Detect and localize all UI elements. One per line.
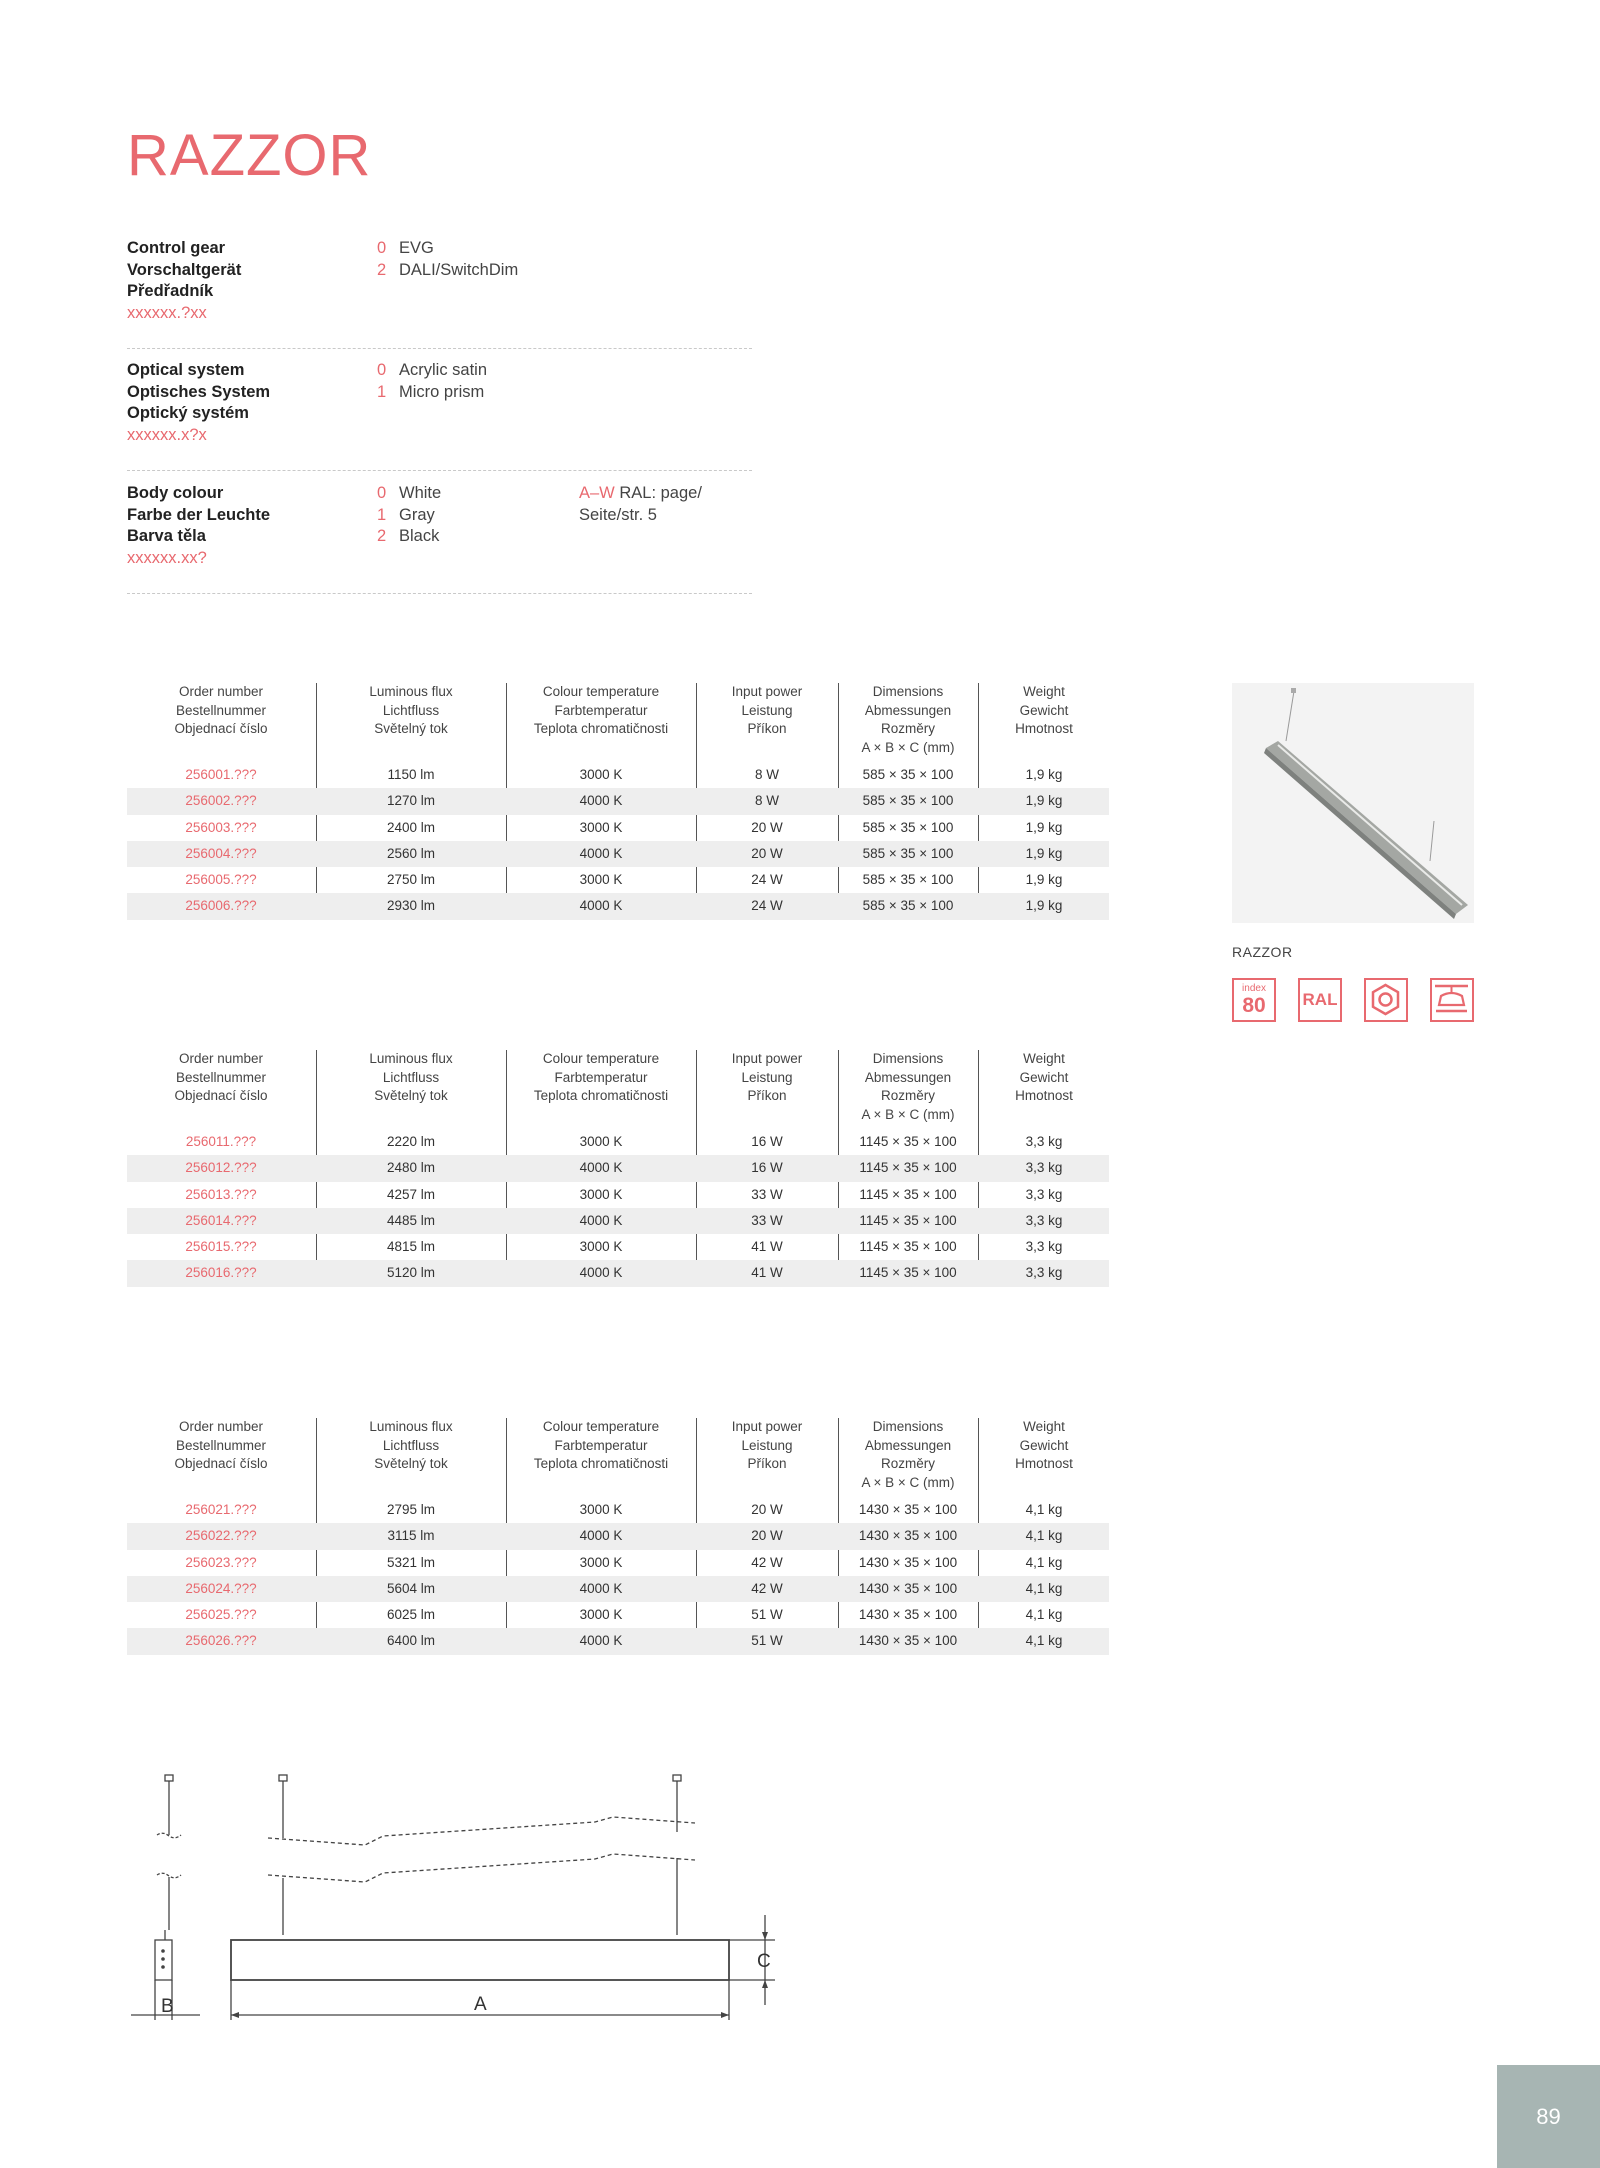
product-table — [127, 1050, 1109, 1287]
colour-temperature-cell: 4000 K — [579, 1265, 623, 1281]
header-luminous-flux — [317, 683, 505, 739]
weight-cell: 3,3 kg — [1025, 1239, 1063, 1255]
luminous-flux-cell: 5604 lm — [386, 1580, 436, 1596]
table-header — [127, 683, 1109, 762]
order-number-cell: 256003.??? — [185, 819, 257, 835]
option-label: Optický systém — [127, 404, 249, 422]
dimensions-cell: 1145 × 35 × 100 — [859, 1160, 957, 1176]
option-item — [377, 260, 518, 282]
header-line: Bestellnummer — [175, 1069, 267, 1085]
dimensions-cell: 1145 × 35 × 100 — [859, 1186, 957, 1202]
luminous-flux-cell: 5120 lm — [386, 1265, 436, 1281]
luminous-flux-cell: 4815 lm — [386, 1239, 436, 1255]
luminous-flux-cell: 4257 lm — [386, 1186, 436, 1202]
header-line: Farbtemperatur — [554, 1437, 648, 1453]
order-number-cell: 256004.??? — [185, 845, 257, 861]
option-label: Control gear — [127, 239, 226, 257]
colour-temperature-cell: 3000 K — [579, 1607, 623, 1623]
luminous-flux-cell: 4485 lm — [386, 1212, 436, 1228]
option-value: DALI/SwitchDim — [399, 260, 519, 279]
header-line: Teplota chromatičnosti — [533, 1088, 669, 1103]
table-row — [127, 1208, 1109, 1234]
header-line: Colour temperature — [542, 1419, 660, 1434]
table-row — [127, 1628, 1109, 1654]
header-dimensions — [839, 1418, 977, 1492]
option-labels — [127, 483, 270, 569]
product-table — [127, 683, 1109, 920]
input-power-cell: 20 W — [751, 845, 783, 861]
input-power-cell: 24 W — [751, 872, 783, 888]
weight-cell: 3,3 kg — [1025, 1212, 1063, 1228]
header-line: Weight — [1023, 684, 1065, 699]
header-input-power — [697, 1418, 837, 1474]
option-label: Optisches System — [127, 382, 271, 401]
colour-temperature-cell: 3000 K — [579, 1239, 623, 1255]
ral-badge: RAL — [1298, 978, 1342, 1022]
order-number-cell: 256023.??? — [185, 1554, 257, 1570]
header-order-number — [127, 1050, 315, 1106]
option-number: 2 — [377, 527, 387, 545]
header-line: Rozměry — [880, 721, 935, 736]
table-row — [127, 867, 1109, 893]
option-number: 0 — [377, 239, 387, 257]
header-line: Světelný tok — [374, 721, 448, 736]
order-number-cell: 256022.??? — [185, 1528, 257, 1544]
colour-temperature-cell: 4000 K — [579, 845, 623, 861]
weight-cell: 1,9 kg — [1025, 872, 1063, 888]
header-line: Abmessungen — [864, 702, 952, 718]
dimensions-cell: 1430 × 35 × 100 — [858, 1580, 958, 1596]
header-line: Příkon — [747, 1456, 787, 1471]
input-power-cell: 33 W — [751, 1186, 783, 1202]
option-number: 0 — [377, 361, 387, 379]
option-note-range: A–W — [579, 484, 615, 502]
colour-temperature-cell: 3000 K — [579, 819, 623, 835]
luminous-flux-cell: 2220 lm — [386, 1134, 436, 1149]
weight-cell: 1,9 kg — [1025, 793, 1063, 809]
option-block — [127, 238, 752, 349]
table-row — [127, 1155, 1109, 1181]
order-number-cell: 256005.??? — [185, 872, 257, 888]
luminous-flux-cell: 2750 lm — [386, 872, 436, 888]
luminous-flux-cell: 2560 lm — [386, 845, 436, 861]
option-label: Optical system — [127, 361, 245, 379]
dimensions-cell: 585 × 35 × 100 — [862, 898, 954, 914]
header-input-power — [697, 1050, 837, 1106]
table-row — [127, 1550, 1109, 1576]
header-line: Gewicht — [1019, 1069, 1069, 1085]
header-line: Order number — [178, 1419, 264, 1434]
header-line: Luminous flux — [369, 1419, 453, 1434]
luminous-flux-cell: 1270 lm — [386, 793, 436, 809]
header-line: Lichtfluss — [382, 1437, 440, 1453]
hexagon-nut-icon — [1364, 978, 1408, 1022]
order-number-cell: 256016.??? — [185, 1265, 257, 1281]
header-line: Světelný tok — [374, 1456, 448, 1471]
option-number: 1 — [377, 382, 387, 401]
colour-temperature-cell: 3000 K — [579, 872, 623, 888]
colour-temperature-cell: 4000 K — [579, 1580, 623, 1596]
table-row — [127, 1602, 1109, 1628]
option-value: EVG — [399, 239, 434, 257]
dimension-b-label: B — [161, 1996, 174, 2017]
header-line: Teplota chromatičnosti — [533, 721, 669, 736]
option-list — [377, 360, 487, 403]
input-power-cell: 41 W — [751, 1265, 783, 1281]
weight-cell: 4,1 kg — [1025, 1502, 1063, 1517]
header-line: Leistung — [741, 702, 793, 718]
header-colour-temperature — [507, 1050, 695, 1106]
table-header — [127, 1050, 1109, 1129]
input-power-cell: 42 W — [751, 1580, 783, 1596]
header-line: Leistung — [741, 1069, 793, 1085]
table-row — [127, 841, 1109, 867]
header-line: Farbtemperatur — [554, 702, 648, 718]
page-title: RAZZOR — [127, 123, 372, 188]
colour-temperature-cell: 4000 K — [579, 1212, 623, 1228]
header-line: Teplota chromatičnosti — [533, 1456, 669, 1471]
order-number-cell: 256011.??? — [185, 1134, 257, 1149]
header-line: Příkon — [747, 1088, 787, 1103]
suspended-mount-icon — [1430, 978, 1474, 1022]
header-line: Leistung — [741, 1437, 793, 1453]
input-power-cell: 16 W — [751, 1134, 783, 1149]
index-badge-label: index — [1242, 983, 1266, 994]
dimension-c-label: C — [757, 1951, 771, 1972]
option-number: 1 — [377, 505, 387, 524]
colour-temperature-cell: 4000 K — [579, 793, 623, 809]
option-label: Farbe der Leuchte — [127, 505, 271, 524]
option-labels — [127, 360, 270, 446]
colour-temperature-cell: 4000 K — [579, 1528, 623, 1544]
table-row — [127, 762, 1109, 788]
option-code: xxxxxx.?xx — [127, 303, 207, 322]
option-value: White — [399, 484, 442, 502]
header-line: Gewicht — [1019, 1437, 1069, 1453]
header-line: Gewicht — [1019, 702, 1069, 718]
colour-temperature-cell: 3000 K — [579, 1186, 623, 1202]
weight-cell: 4,1 kg — [1025, 1554, 1063, 1570]
header-line: Order number — [178, 684, 264, 699]
dimensions-cell: 1430 × 35 × 100 — [858, 1528, 958, 1544]
header-line: Dimensions — [872, 1051, 944, 1066]
header-line: Světelný tok — [374, 1088, 448, 1103]
input-power-cell: 51 W — [751, 1633, 783, 1649]
dimensions-cell: 1145 × 35 × 100 — [859, 1134, 957, 1149]
header-line: Farbtemperatur — [554, 1069, 648, 1085]
header-line: Lichtfluss — [382, 702, 440, 718]
header-line: A × B × C (mm) — [861, 1106, 955, 1122]
index-badge-value: 80 — [1242, 994, 1266, 1017]
header-line: Objednací číslo — [174, 1456, 268, 1471]
header-weight — [979, 1050, 1109, 1106]
option-item — [377, 483, 441, 505]
option-note-line — [579, 483, 702, 505]
input-power-cell: 42 W — [751, 1554, 783, 1570]
input-power-cell: 51 W — [751, 1607, 783, 1623]
input-power-cell: 20 W — [751, 819, 783, 835]
option-block — [127, 360, 752, 471]
header-line: Abmessungen — [864, 1437, 952, 1453]
header-line: Weight — [1023, 1419, 1065, 1434]
luminous-flux-cell: 2400 lm — [386, 819, 436, 835]
colour-temperature-cell: 4000 K — [579, 898, 623, 914]
dimensions-cell: 1430 × 35 × 100 — [858, 1554, 958, 1570]
weight-cell: 3,3 kg — [1025, 1265, 1063, 1281]
option-item — [377, 505, 441, 527]
header-line: Bestellnummer — [175, 1437, 267, 1453]
weight-cell: 3,3 kg — [1025, 1160, 1063, 1176]
header-colour-temperature — [507, 1418, 695, 1474]
input-power-cell: 16 W — [751, 1160, 783, 1176]
order-number-cell: 256001.??? — [185, 767, 257, 782]
option-value: Gray — [399, 505, 435, 524]
page-number: 89 — [1536, 2104, 1561, 2129]
dimensions-cell: 585 × 35 × 100 — [862, 872, 954, 888]
input-power-cell: 33 W — [751, 1212, 783, 1228]
table-header — [127, 1418, 1109, 1497]
technical-drawing — [125, 1765, 805, 2035]
table-row — [127, 1260, 1109, 1286]
weight-cell: 1,9 kg — [1025, 845, 1063, 861]
header-line: Input power — [731, 1051, 803, 1066]
dimensions-cell: 1430 × 35 × 100 — [858, 1607, 958, 1623]
dimension-a-label: A — [474, 1994, 487, 2015]
input-power-cell: 24 W — [751, 898, 783, 914]
input-power-cell: 41 W — [751, 1239, 783, 1255]
table-row — [127, 1129, 1109, 1155]
header-line: Hmotnost — [1015, 721, 1073, 736]
input-power-cell: 8 W — [754, 793, 779, 809]
header-line: Bestellnummer — [175, 702, 267, 718]
header-line: Dimensions — [872, 684, 944, 699]
input-power-cell: 8 W — [754, 767, 779, 782]
option-label: Body colour — [127, 484, 224, 502]
colour-temperature-cell: 3000 K — [579, 1554, 623, 1570]
header-luminous-flux — [317, 1050, 505, 1106]
luminous-flux-cell: 6025 lm — [386, 1607, 436, 1623]
weight-cell: 4,1 kg — [1025, 1528, 1063, 1544]
luminous-flux-cell: 3115 lm — [387, 1528, 435, 1544]
header-line: A × B × C (mm) — [861, 1474, 955, 1490]
header-line: Abmessungen — [864, 1069, 952, 1085]
order-number-cell: 256015.??? — [185, 1239, 257, 1255]
luminous-flux-cell: 1150 lm — [387, 767, 435, 782]
header-line: Rozměry — [880, 1088, 935, 1103]
input-power-cell: 20 W — [751, 1528, 783, 1544]
order-number-cell: 256025.??? — [185, 1607, 257, 1623]
order-number-cell: 256013.??? — [185, 1186, 257, 1202]
header-weight — [979, 1418, 1109, 1474]
header-dimensions — [839, 1050, 977, 1124]
weight-cell: 1,9 kg — [1025, 898, 1063, 914]
dimensions-cell: 585 × 35 × 100 — [862, 845, 954, 861]
product-caption: RAZZOR — [1232, 944, 1293, 960]
order-number-cell: 256024.??? — [185, 1580, 257, 1596]
weight-cell: 1,9 kg — [1025, 767, 1063, 782]
luminous-flux-cell: 5321 lm — [386, 1554, 436, 1570]
table-row — [127, 815, 1109, 841]
option-code: xxxxxx.xx? — [127, 548, 207, 567]
header-line: Colour temperature — [542, 1051, 660, 1066]
option-code: xxxxxx.x?x — [127, 425, 207, 444]
option-value: Acrylic satin — [399, 361, 488, 379]
product-photo — [1232, 683, 1474, 923]
header-order-number — [127, 1418, 315, 1474]
header-line: Objednací číslo — [174, 1088, 268, 1103]
table-row — [127, 1497, 1109, 1523]
header-line: Lichtfluss — [382, 1069, 440, 1085]
order-number-cell: 256021.??? — [185, 1502, 257, 1517]
option-number: 0 — [377, 484, 387, 502]
weight-cell: 4,1 kg — [1025, 1607, 1063, 1623]
option-item — [377, 382, 487, 404]
header-dimensions — [839, 683, 977, 757]
header-line: Příkon — [747, 721, 787, 736]
option-item — [377, 526, 441, 548]
header-line: Weight — [1023, 1051, 1065, 1066]
option-label: Vorschaltgerät — [127, 260, 242, 279]
option-value: Micro prism — [399, 382, 485, 401]
header-line: Objednací číslo — [174, 721, 268, 736]
order-number-cell: 256026.??? — [185, 1633, 257, 1649]
option-labels — [127, 238, 241, 324]
colour-temperature-cell: 3000 K — [579, 1134, 623, 1149]
option-item — [377, 238, 518, 260]
header-line: Input power — [731, 1419, 803, 1434]
dimensions-cell: 1145 × 35 × 100 — [859, 1239, 957, 1255]
dimensions-cell: 585 × 35 × 100 — [862, 819, 954, 835]
header-input-power — [697, 683, 837, 739]
luminous-flux-cell: 2480 lm — [386, 1160, 436, 1176]
order-number-cell: 256006.??? — [185, 898, 257, 914]
dimensions-cell: 585 × 35 × 100 — [862, 767, 954, 782]
option-note — [579, 483, 702, 526]
header-line: Hmotnost — [1015, 1088, 1073, 1103]
header-line: A × B × C (mm) — [861, 739, 955, 755]
product-table — [127, 1418, 1109, 1655]
weight-cell: 1,9 kg — [1025, 819, 1063, 835]
dimensions-cell: 1145 × 35 × 100 — [859, 1265, 957, 1281]
dimensions-cell: 1145 × 35 × 100 — [859, 1212, 957, 1228]
option-number: 2 — [377, 260, 387, 279]
table-row — [127, 788, 1109, 814]
luminous-flux-cell: 2795 lm — [386, 1502, 436, 1517]
header-line: Order number — [178, 1051, 264, 1066]
page-number-tab — [1497, 2065, 1600, 2168]
option-list — [377, 483, 441, 548]
header-order-number — [127, 683, 315, 739]
index-80-badge — [1232, 978, 1276, 1022]
luminous-flux-cell: 2930 lm — [386, 898, 436, 914]
dimensions-cell: 1430 × 35 × 100 — [858, 1633, 958, 1649]
weight-cell: 3,3 kg — [1025, 1134, 1063, 1149]
option-note-text: Seite/str. 5 — [579, 505, 657, 524]
table-row — [127, 1234, 1109, 1260]
luminous-flux-cell: 6400 lm — [386, 1633, 436, 1649]
colour-temperature-cell: 4000 K — [579, 1160, 623, 1176]
colour-temperature-cell: 3000 K — [579, 1502, 623, 1517]
option-item — [377, 360, 487, 382]
header-colour-temperature — [507, 683, 695, 739]
colour-temperature-cell: 3000 K — [579, 767, 623, 782]
option-list — [377, 238, 518, 281]
header-weight — [979, 683, 1109, 739]
table-row — [127, 1576, 1109, 1602]
order-number-cell: 256014.??? — [185, 1212, 257, 1228]
header-line: Colour temperature — [542, 684, 660, 699]
weight-cell: 4,1 kg — [1025, 1580, 1063, 1596]
colour-temperature-cell: 4000 K — [579, 1633, 623, 1649]
header-line: Luminous flux — [369, 1051, 453, 1066]
option-note-text: RAL: page/ — [614, 484, 702, 502]
order-number-cell: 256002.??? — [185, 793, 257, 809]
header-line: Hmotnost — [1015, 1456, 1073, 1471]
order-number-cell: 256012.??? — [185, 1160, 257, 1176]
option-block — [127, 483, 752, 594]
table-row — [127, 1182, 1109, 1208]
table-row — [127, 893, 1109, 919]
weight-cell: 4,1 kg — [1025, 1633, 1063, 1649]
table-row — [127, 1523, 1109, 1549]
dimensions-cell: 585 × 35 × 100 — [862, 793, 954, 809]
header-line: Dimensions — [872, 1419, 944, 1434]
option-label: Barva těla — [127, 527, 206, 545]
option-value: Black — [399, 527, 440, 545]
header-line: Luminous flux — [369, 684, 453, 699]
header-line: Rozměry — [880, 1456, 935, 1471]
header-line: Input power — [731, 684, 803, 699]
weight-cell: 3,3 kg — [1025, 1186, 1063, 1202]
option-label: Předřadník — [127, 282, 214, 300]
input-power-cell: 20 W — [751, 1502, 783, 1517]
dimensions-cell: 1430 × 35 × 100 — [858, 1502, 958, 1517]
header-luminous-flux — [317, 1418, 505, 1474]
